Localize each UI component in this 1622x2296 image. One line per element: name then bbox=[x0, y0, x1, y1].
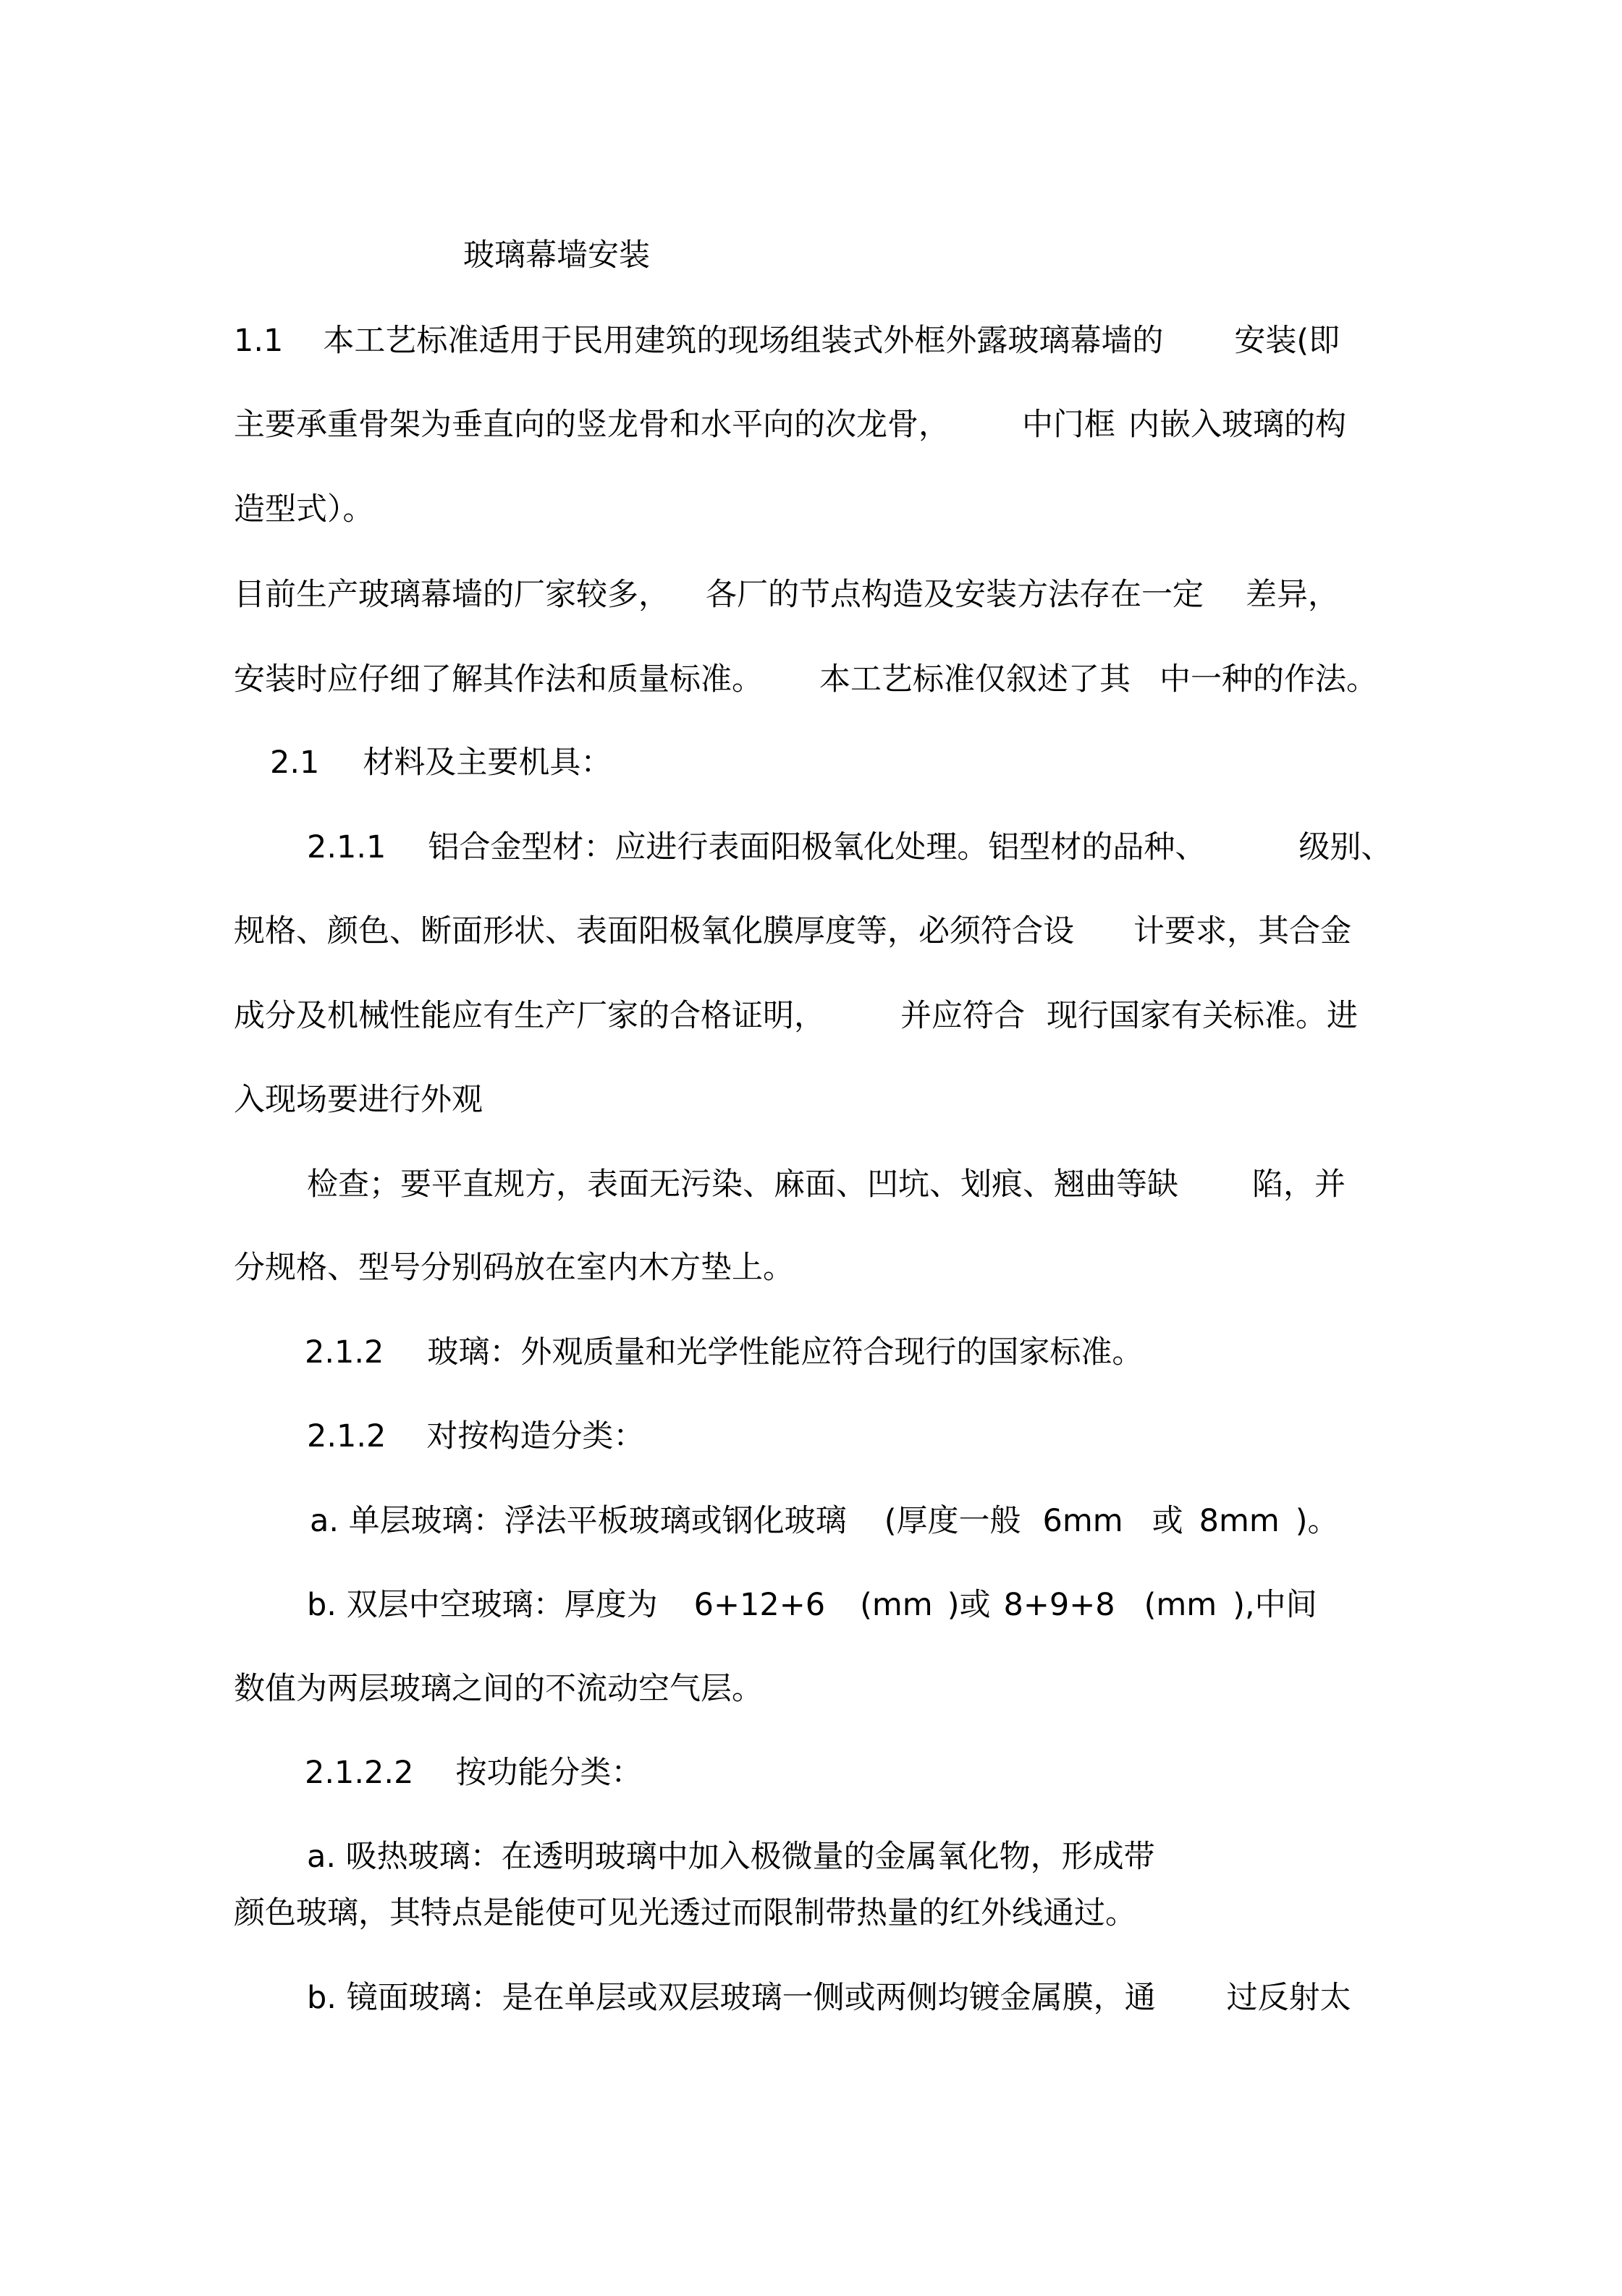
list-item bbox=[307, 1839, 1155, 1875]
list-item bbox=[307, 1587, 1317, 1623]
text-run: 差异， bbox=[1246, 577, 1339, 613]
section-number: 2.1.2 bbox=[305, 1334, 384, 1371]
text-run: 陷，并 bbox=[1252, 1166, 1346, 1203]
document-title bbox=[463, 237, 650, 274]
section-number: 2.1.2 bbox=[307, 1418, 387, 1454]
heading-text: 按功能分类： bbox=[455, 1755, 643, 1791]
value-run: (mm bbox=[860, 1587, 933, 1623]
text-run: 主要承重骨架为垂直向的竖龙骨和水平向的次龙骨， bbox=[234, 407, 950, 443]
paragraph-line bbox=[307, 829, 1393, 865]
paragraph-line bbox=[234, 407, 1346, 443]
section-number: 1.1 bbox=[234, 323, 284, 359]
paragraph-line bbox=[234, 491, 374, 528]
section-heading bbox=[270, 747, 612, 779]
section-heading bbox=[305, 1755, 643, 1791]
text-run: 铝合金型材：应进行表面阳极氧化处理。铝型材的品种、 bbox=[428, 829, 1207, 865]
value-run: 6mm bbox=[1042, 1503, 1123, 1539]
text-run: 中一种的作法。 bbox=[1160, 661, 1377, 698]
paragraph-line bbox=[234, 1250, 794, 1286]
paragraph-line bbox=[234, 1082, 483, 1118]
value-run: 6+12+6 bbox=[693, 1587, 826, 1623]
text-run: 成分及机械性能应有生产厂家的合格证明， bbox=[234, 998, 825, 1034]
text-run: 过反射太 bbox=[1226, 1980, 1351, 2016]
text-run: a. 单层玻璃：浮法平板玻璃或钢化玻璃 bbox=[310, 1503, 847, 1539]
text-run: 级别、 bbox=[1298, 829, 1393, 865]
text-run: 并应符合 bbox=[900, 998, 1025, 1034]
text-run: 检查；要平直规方，表面无污染、麻面、凹坑、划痕、翘曲等缺 bbox=[307, 1166, 1178, 1203]
text-run: 数值为两层玻璃之间的不流动空气层。 bbox=[234, 1671, 763, 1707]
section-heading bbox=[307, 1418, 645, 1454]
text-run: 本工艺标准仅叙述了其 bbox=[819, 661, 1131, 698]
text-run: 本工艺标准适用于民用建筑的现场组装式外框外露玻璃幕墙的 bbox=[323, 323, 1164, 359]
text-run: a. 吸热玻璃：在透明玻璃中加入极微量的金属氧化物，形成带 bbox=[307, 1839, 1155, 1875]
paragraph-line bbox=[234, 1671, 763, 1707]
text-run: (厚度一般 bbox=[884, 1503, 1021, 1539]
title-text: 玻璃幕墙安装 bbox=[463, 237, 650, 274]
text-run: b. 双层中空玻璃：厚度为 bbox=[307, 1587, 658, 1623]
text-run: )。 bbox=[1295, 1503, 1339, 1539]
paragraph-line bbox=[234, 1895, 1136, 1931]
text-run: 各厂的节点构造及安装方法存在一定 bbox=[706, 577, 1204, 613]
heading-text: 材料及主要机具： bbox=[363, 745, 612, 781]
value-run: (mm bbox=[1144, 1587, 1217, 1623]
text-run: 安装(即 bbox=[1234, 323, 1340, 359]
section-number: 2.1.2.2 bbox=[305, 1755, 414, 1791]
text-run: ),中间 bbox=[1233, 1587, 1317, 1623]
paragraph-line bbox=[234, 661, 1377, 698]
text-run: 规格、颜色、断面形状、表面阳极氧化膜厚度等，必须符合设 bbox=[234, 913, 1074, 949]
heading-text: 对按构造分类： bbox=[426, 1418, 645, 1454]
paragraph-line bbox=[234, 913, 1351, 949]
text-run: 或 bbox=[1152, 1503, 1183, 1539]
section-number: 2.1.1 bbox=[307, 829, 387, 865]
text-run: 计要求，其合金 bbox=[1133, 913, 1351, 949]
text-run: 玻璃：外观质量和光学性能应符合现行的国家标准。 bbox=[427, 1334, 1144, 1371]
text-run: b. 镜面玻璃：是在单层或双层玻璃一侧或两侧均镀金属膜，通 bbox=[307, 1980, 1156, 2016]
text-run: 分规格、型号分别码放在室内木方垫上。 bbox=[234, 1250, 794, 1286]
text-run: 安装时应仔细了解其作法和质量标准。 bbox=[234, 661, 763, 698]
text-run: 造型式）。 bbox=[234, 491, 374, 528]
list-item bbox=[307, 1980, 1351, 2016]
paragraph-line bbox=[305, 1334, 1144, 1371]
text-run: 中门框 bbox=[1022, 407, 1115, 443]
paragraph-line bbox=[234, 998, 1358, 1034]
list-item bbox=[310, 1503, 1339, 1539]
text-run: 入现场要进行外观 bbox=[234, 1082, 483, 1118]
text-run: 内嵌入玻璃的构 bbox=[1128, 407, 1346, 443]
value-run: 8mm bbox=[1199, 1503, 1280, 1539]
text-run: 颜色玻璃，其特点是能使可见光透过而限制带热量的红外线通过。 bbox=[234, 1895, 1136, 1931]
paragraph-line bbox=[234, 323, 1340, 359]
text-run: 现行国家有关标准。进 bbox=[1047, 998, 1358, 1034]
value-run: 8+9+8 bbox=[1003, 1587, 1115, 1623]
paragraph-line bbox=[234, 577, 1339, 613]
text-run: 目前生产玻璃幕墙的厂家较多， bbox=[234, 577, 670, 613]
paragraph-line bbox=[307, 1166, 1346, 1203]
section-number: 2.1 bbox=[270, 745, 320, 781]
text-run: )或 bbox=[947, 1587, 991, 1623]
